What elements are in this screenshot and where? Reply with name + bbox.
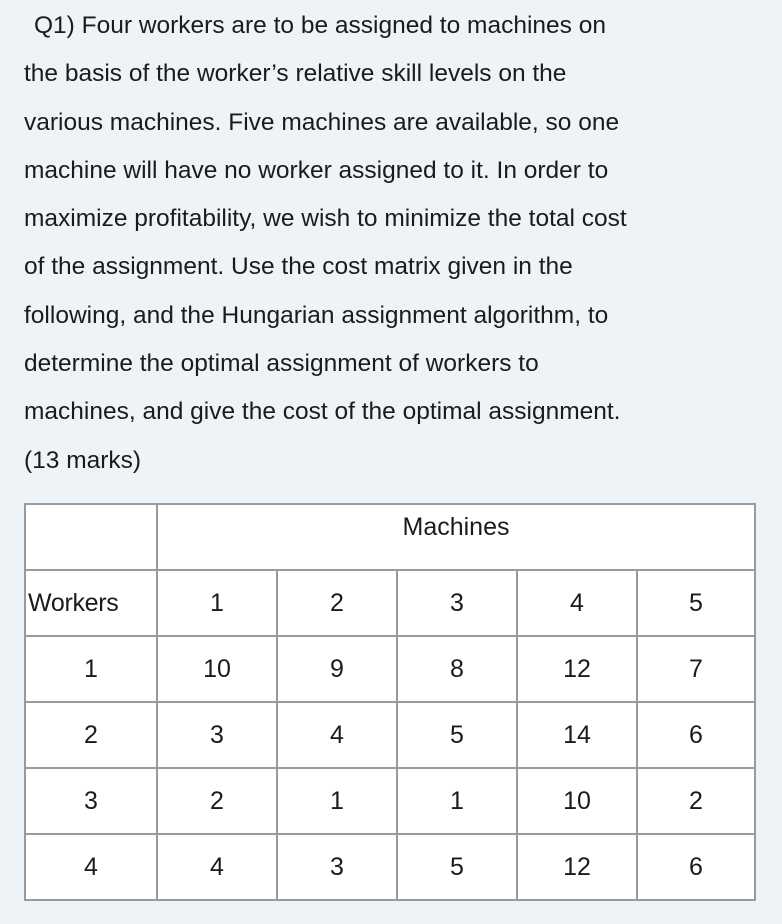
question-line: various machines. Five machines are available, so one [24,108,620,136]
cost-cell: 3 [157,702,277,768]
question-line: following, and the Hungarian assignment algorithm, to [24,301,609,329]
cost-cell: 3 [277,834,397,900]
question-text [24,2,776,485]
cost-cell: 9 [277,636,397,702]
workers-header: Workers [25,570,157,636]
question-line: (13 marks) [24,446,142,474]
worker-label: 4 [25,834,157,900]
question-line: determine the optimal assignment of workers to [24,350,539,378]
cost-cell: 5 [397,702,517,768]
cost-cell: 12 [517,636,637,702]
table-row [25,768,755,834]
worker-label: 2 [25,702,157,768]
table-row [25,702,755,768]
question-line: maximize profitability, we wish to minimize the total cost [24,205,627,233]
question-line: Q1) Four workers are to be assigned to machines on [34,12,606,39]
cost-matrix-table [24,503,756,901]
cost-cell: 2 [637,768,755,834]
table-row [25,636,755,702]
cost-cell: 1 [277,768,397,834]
cost-cell: 12 [517,834,637,900]
question-line: machines, and give the cost of the optimal assignment. [24,398,621,426]
cost-cell: 7 [637,636,755,702]
cost-cell: 4 [277,702,397,768]
machine-header-5: 5 [637,570,755,636]
machine-header-3: 3 [397,570,517,636]
cost-cell: 1 [397,768,517,834]
caption-row [25,504,755,570]
cost-cell: 6 [637,834,755,900]
cost-cell: 4 [157,834,277,900]
cost-cell: 10 [157,636,277,702]
header-row [25,570,755,636]
cost-cell: 10 [517,768,637,834]
worker-label: 1 [25,636,157,702]
question-line: machine will have no worker assigned to it. In order to [24,156,609,184]
cost-cell: 5 [397,834,517,900]
cost-cell: 2 [157,768,277,834]
corner-cell [25,504,157,570]
cost-cell: 14 [517,702,637,768]
question-line: of the assignment. Use the cost matrix given in the [24,253,573,281]
machine-header-4: 4 [517,570,637,636]
machine-header-2: 2 [277,570,397,636]
cost-cell: 6 [637,702,755,768]
table-row [25,834,755,900]
machines-caption: Machines [157,504,755,570]
worker-label: 3 [25,768,157,834]
question-line: the basis of the worker’s relative skill levels on the [24,60,567,88]
machine-header-1: 1 [157,570,277,636]
cost-cell: 8 [397,636,517,702]
